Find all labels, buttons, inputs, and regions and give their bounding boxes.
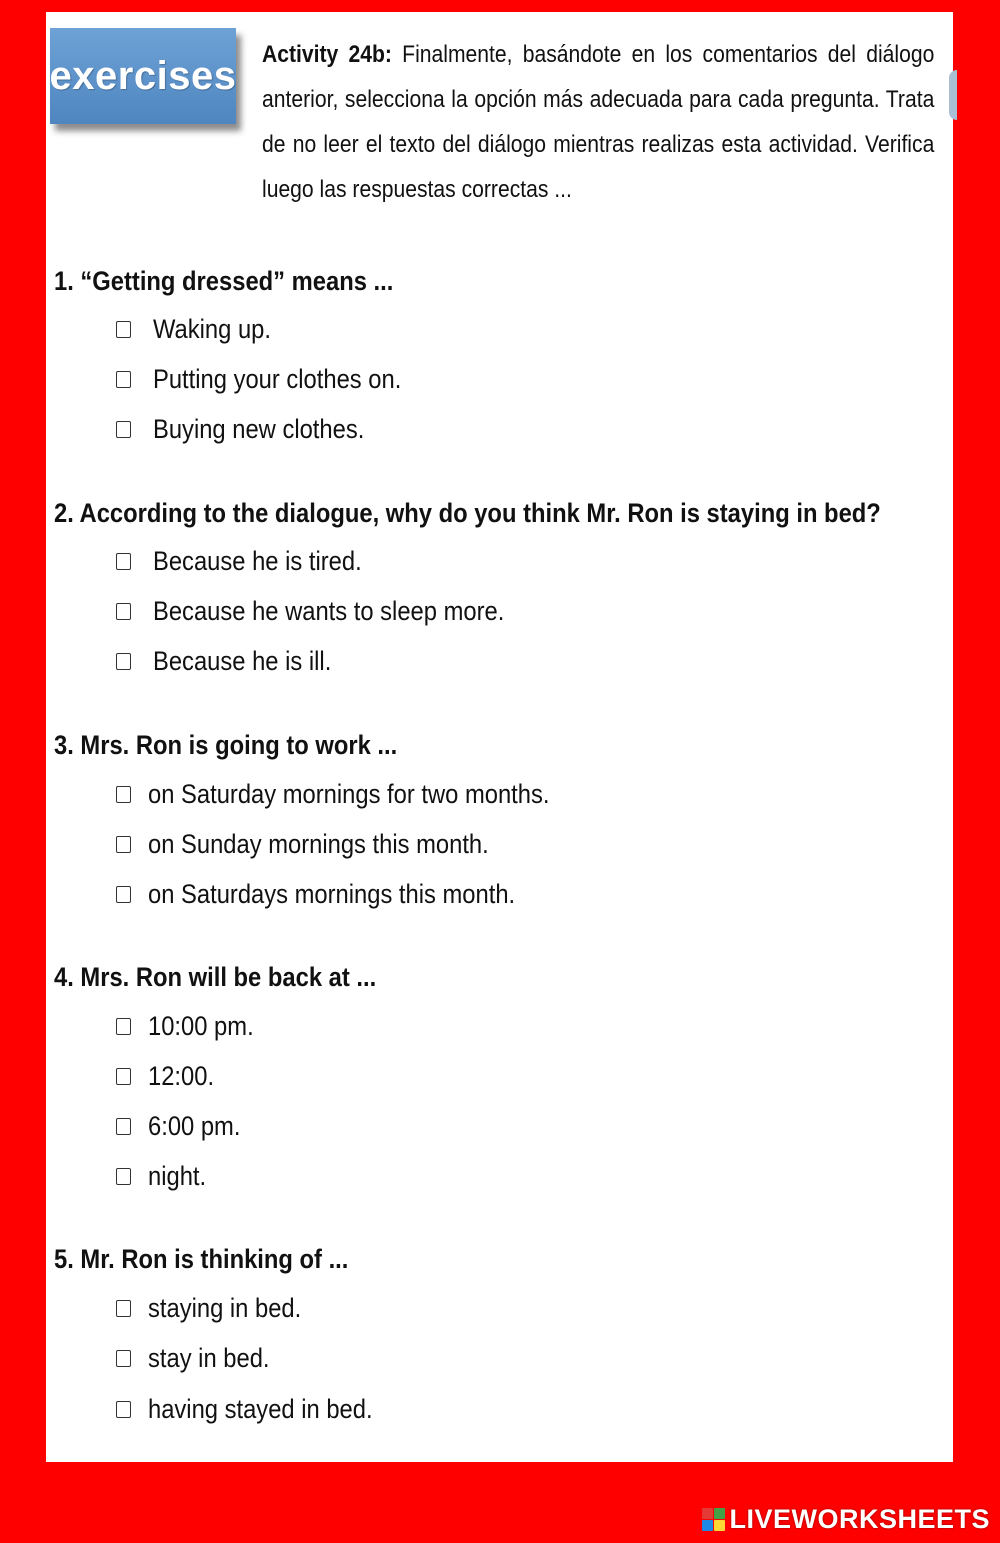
question-1-option-3[interactable] bbox=[116, 414, 393, 445]
worksheet bbox=[46, 12, 953, 1462]
checkbox[interactable] bbox=[116, 603, 131, 620]
option-label: night. bbox=[148, 1161, 207, 1191]
logo-square-green bbox=[714, 1508, 725, 1519]
option-label: 6:00 pm. bbox=[148, 1111, 241, 1141]
checkbox[interactable] bbox=[116, 1350, 131, 1367]
checkbox[interactable] bbox=[116, 321, 131, 338]
option-label: Waking up. bbox=[153, 314, 271, 344]
question-4-option-4[interactable] bbox=[116, 1161, 214, 1192]
option-label: Because he is ill. bbox=[153, 646, 332, 676]
option-label: Because he is tired. bbox=[153, 546, 362, 576]
checkbox[interactable] bbox=[116, 886, 131, 903]
question-2-option-3[interactable] bbox=[116, 646, 356, 677]
option-label: Putting your clothes on. bbox=[153, 364, 402, 394]
checkbox[interactable] bbox=[116, 836, 131, 853]
option-label: having stayed in bed. bbox=[148, 1394, 373, 1424]
logo-square-yellow bbox=[714, 1520, 725, 1531]
option-label: 10:00 pm. bbox=[148, 1011, 254, 1041]
checkbox[interactable] bbox=[116, 553, 131, 570]
question-3-option-3[interactable] bbox=[116, 879, 565, 910]
checkbox[interactable] bbox=[116, 371, 131, 388]
option-label: on Sunday mornings this month. bbox=[148, 829, 489, 859]
question-1-option-1[interactable] bbox=[116, 314, 287, 345]
checkbox[interactable] bbox=[116, 1068, 131, 1085]
option-label: stay in bed. bbox=[148, 1343, 270, 1373]
logo-text: LIVEWORKSHEETS bbox=[729, 1504, 990, 1534]
liveworksheets-logo bbox=[702, 1504, 990, 1535]
question-5-option-2[interactable] bbox=[116, 1343, 286, 1374]
question-4-option-2[interactable] bbox=[116, 1061, 223, 1092]
question-1: 1. “Getting dressed” means ... bbox=[54, 266, 394, 296]
option-label: on Saturdays mornings this month. bbox=[148, 879, 516, 909]
option-label: 12:00. bbox=[148, 1061, 215, 1091]
checkbox[interactable] bbox=[116, 786, 131, 803]
option-label: staying in bed. bbox=[148, 1293, 302, 1323]
question-5-option-3[interactable] bbox=[116, 1394, 403, 1425]
question-2-option-1[interactable] bbox=[116, 546, 390, 577]
exercises-badge: exercises bbox=[50, 28, 236, 124]
logo-square-red bbox=[702, 1508, 713, 1519]
activity-label: Activity 24b: bbox=[262, 41, 392, 68]
question-3-option-1[interactable] bbox=[116, 779, 604, 810]
activity-text: Finalmente, basándote en los comentarios del diálogo anterior, selecciona la opción más adecuada para cada pregunta. Trata de no leer el texto del diálogo mientras realizas esta actividad. Verifica luego las respuestas correctas ... bbox=[262, 41, 935, 203]
activity-instructions bbox=[262, 32, 934, 212]
checkbox[interactable] bbox=[116, 421, 131, 438]
question-3: 3. Mrs. Ron is going to work ... bbox=[54, 730, 398, 760]
question-5-option-1[interactable] bbox=[116, 1293, 322, 1324]
question-2: 2. According to the dialogue, why do you think Mr. Ron is staying in bed? bbox=[54, 498, 881, 528]
checkbox[interactable] bbox=[116, 1401, 131, 1418]
checkbox[interactable] bbox=[116, 1300, 131, 1317]
checkbox[interactable] bbox=[116, 653, 131, 670]
liveworksheets-logo-icon bbox=[702, 1508, 725, 1531]
question-5: 5. Mr. Ron is thinking of ... bbox=[54, 1244, 349, 1274]
question-4: 4. Mrs. Ron will be back at ... bbox=[54, 962, 377, 992]
checkbox[interactable] bbox=[116, 1168, 131, 1185]
checkbox[interactable] bbox=[116, 1118, 131, 1135]
option-label: Buying new clothes. bbox=[153, 414, 365, 444]
question-3-option-2[interactable] bbox=[116, 829, 535, 860]
question-4-option-1[interactable] bbox=[116, 1011, 268, 1042]
checkbox[interactable] bbox=[116, 1018, 131, 1035]
question-2-option-2[interactable] bbox=[116, 596, 552, 627]
logo-square-blue bbox=[702, 1520, 713, 1531]
question-1-option-2[interactable] bbox=[116, 364, 435, 395]
option-label: on Saturday mornings for two months. bbox=[148, 779, 550, 809]
question-4-option-3[interactable] bbox=[116, 1111, 253, 1142]
option-label: Because he wants to sleep more. bbox=[153, 596, 505, 626]
edge-decoration bbox=[949, 70, 957, 120]
